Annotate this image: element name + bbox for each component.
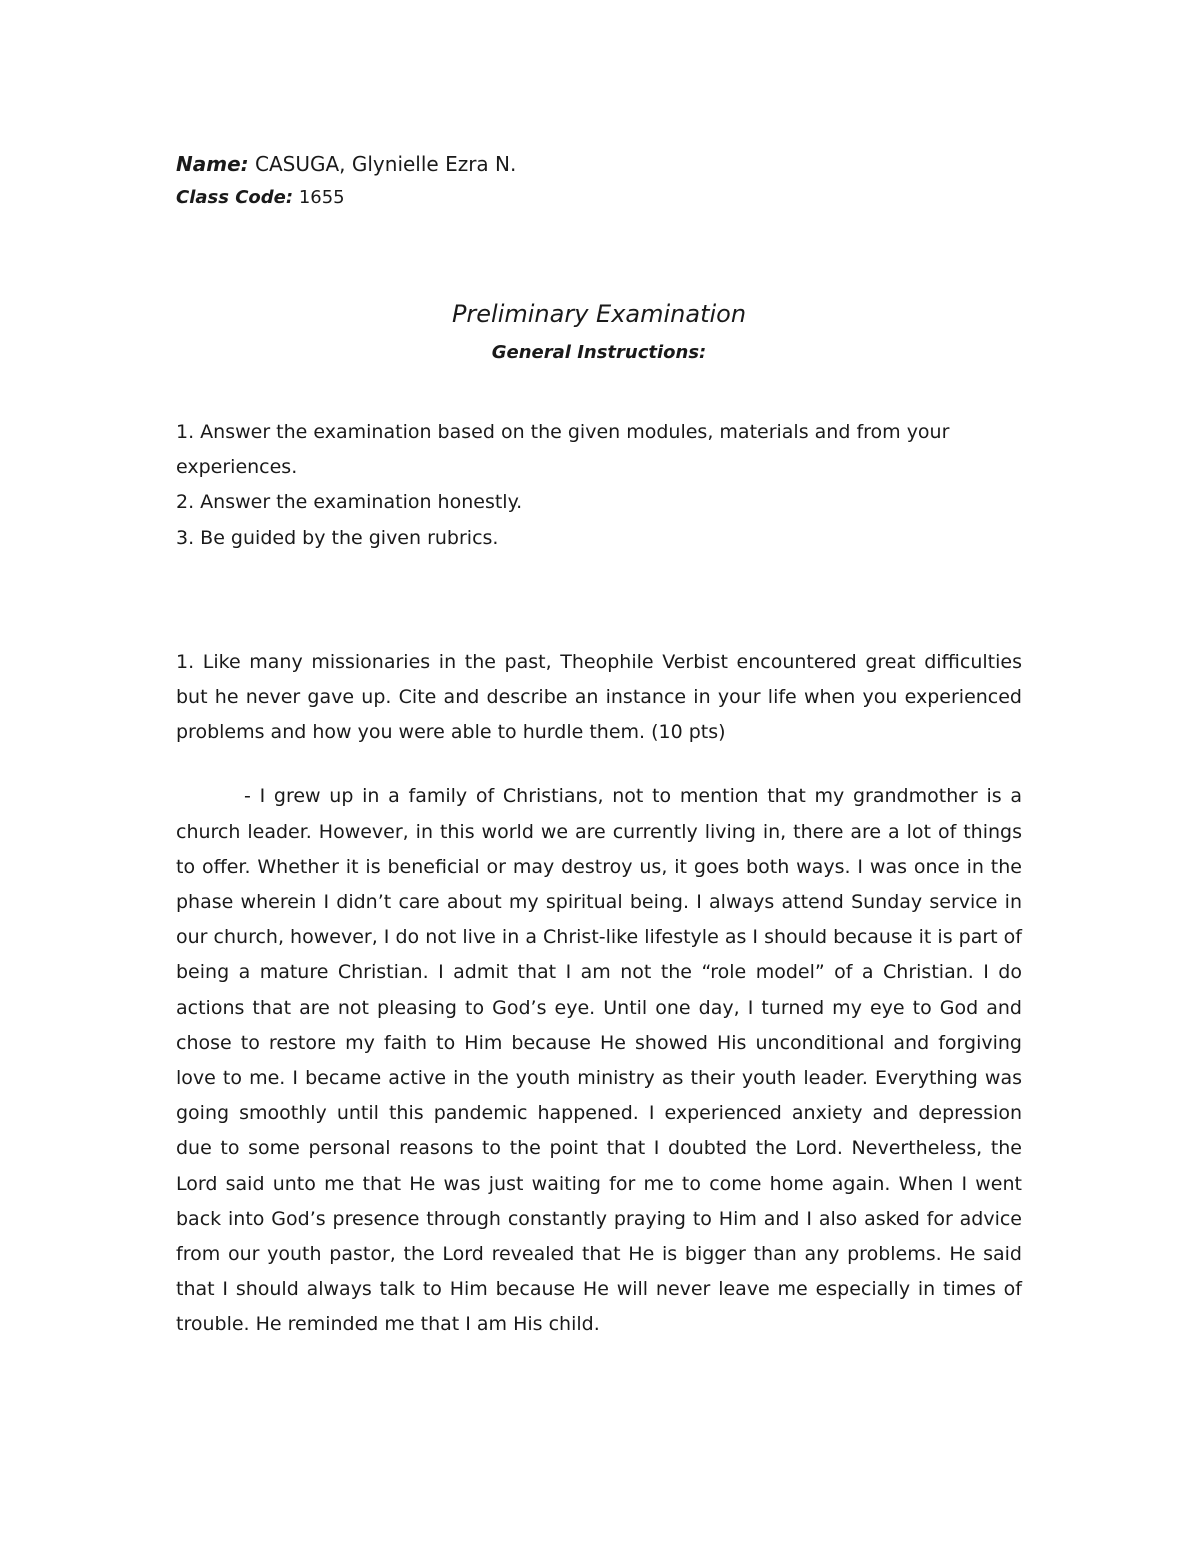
name-label: Name:: [176, 152, 249, 176]
instruction-item: 1. Answer the examination based on the given modules, materials and from your experiences.: [176, 421, 950, 479]
exam-answer: - I grew up in a family of Christians, not to mention that my grandmother is a church leader. However, in this world we are currently living in, there are a lot of things to offer. Whether it is beneficial or may destroy us, it goes both ways. I was once in the phase wherein I didn’t care about my spiritual being. I always attend Sunday service in our church, however, I do not live in a Christ-like lifestyle as I should because it is part of being a mature Christian. I admit that I am not the “role model” of a Christian. I do actions that are not pleasing to God’s eye. Until one day, I turned my eye to God and chose to restore my faith to Him because He showed His unconditional and forgiving love to me. I became active in the youth ministry as their youth leader. Everything was going smoothly until this pandemic happened. I experienced anxiety and depression due to some personal reasons to the point that I doubted the Lord. Nevertheless, the Lord said unto me that He was just waiting for me to come home again. When I went back into God’s presence through constantly praying to Him and I also asked for advice from our youth pastor, the Lord revealed that He is bigger than any problems. He said that I should always talk to Him because He will never leave me especially in times of trouble. He reminded me that I am His child.: [176, 785, 1022, 1336]
document-content: [176, 147, 1022, 1343]
class-code-label: Class Code:: [176, 187, 294, 208]
student-name-line: [176, 147, 1022, 181]
instructions-heading: General Instructions:: [491, 342, 707, 363]
class-code-line: [176, 181, 1022, 215]
instructions-list: [176, 415, 1022, 556]
exam-title: Preliminary Examination: [451, 300, 747, 328]
student-name: CASUGA, Glynielle Ezra N.: [255, 152, 517, 176]
exam-question: 1. Like many missionaries in the past, Theophile Verbist encountered great difficulties but he never gave up. Cite and describe an instance in your life when you experienced problems and how you were able to hurdle them. (10 pts): [176, 650, 1022, 744]
instruction-item: 2. Answer the examination honestly.: [176, 491, 523, 514]
class-code-value: 1655: [298, 187, 345, 208]
instruction-item: 3. Be guided by the given rubrics.: [176, 526, 499, 549]
